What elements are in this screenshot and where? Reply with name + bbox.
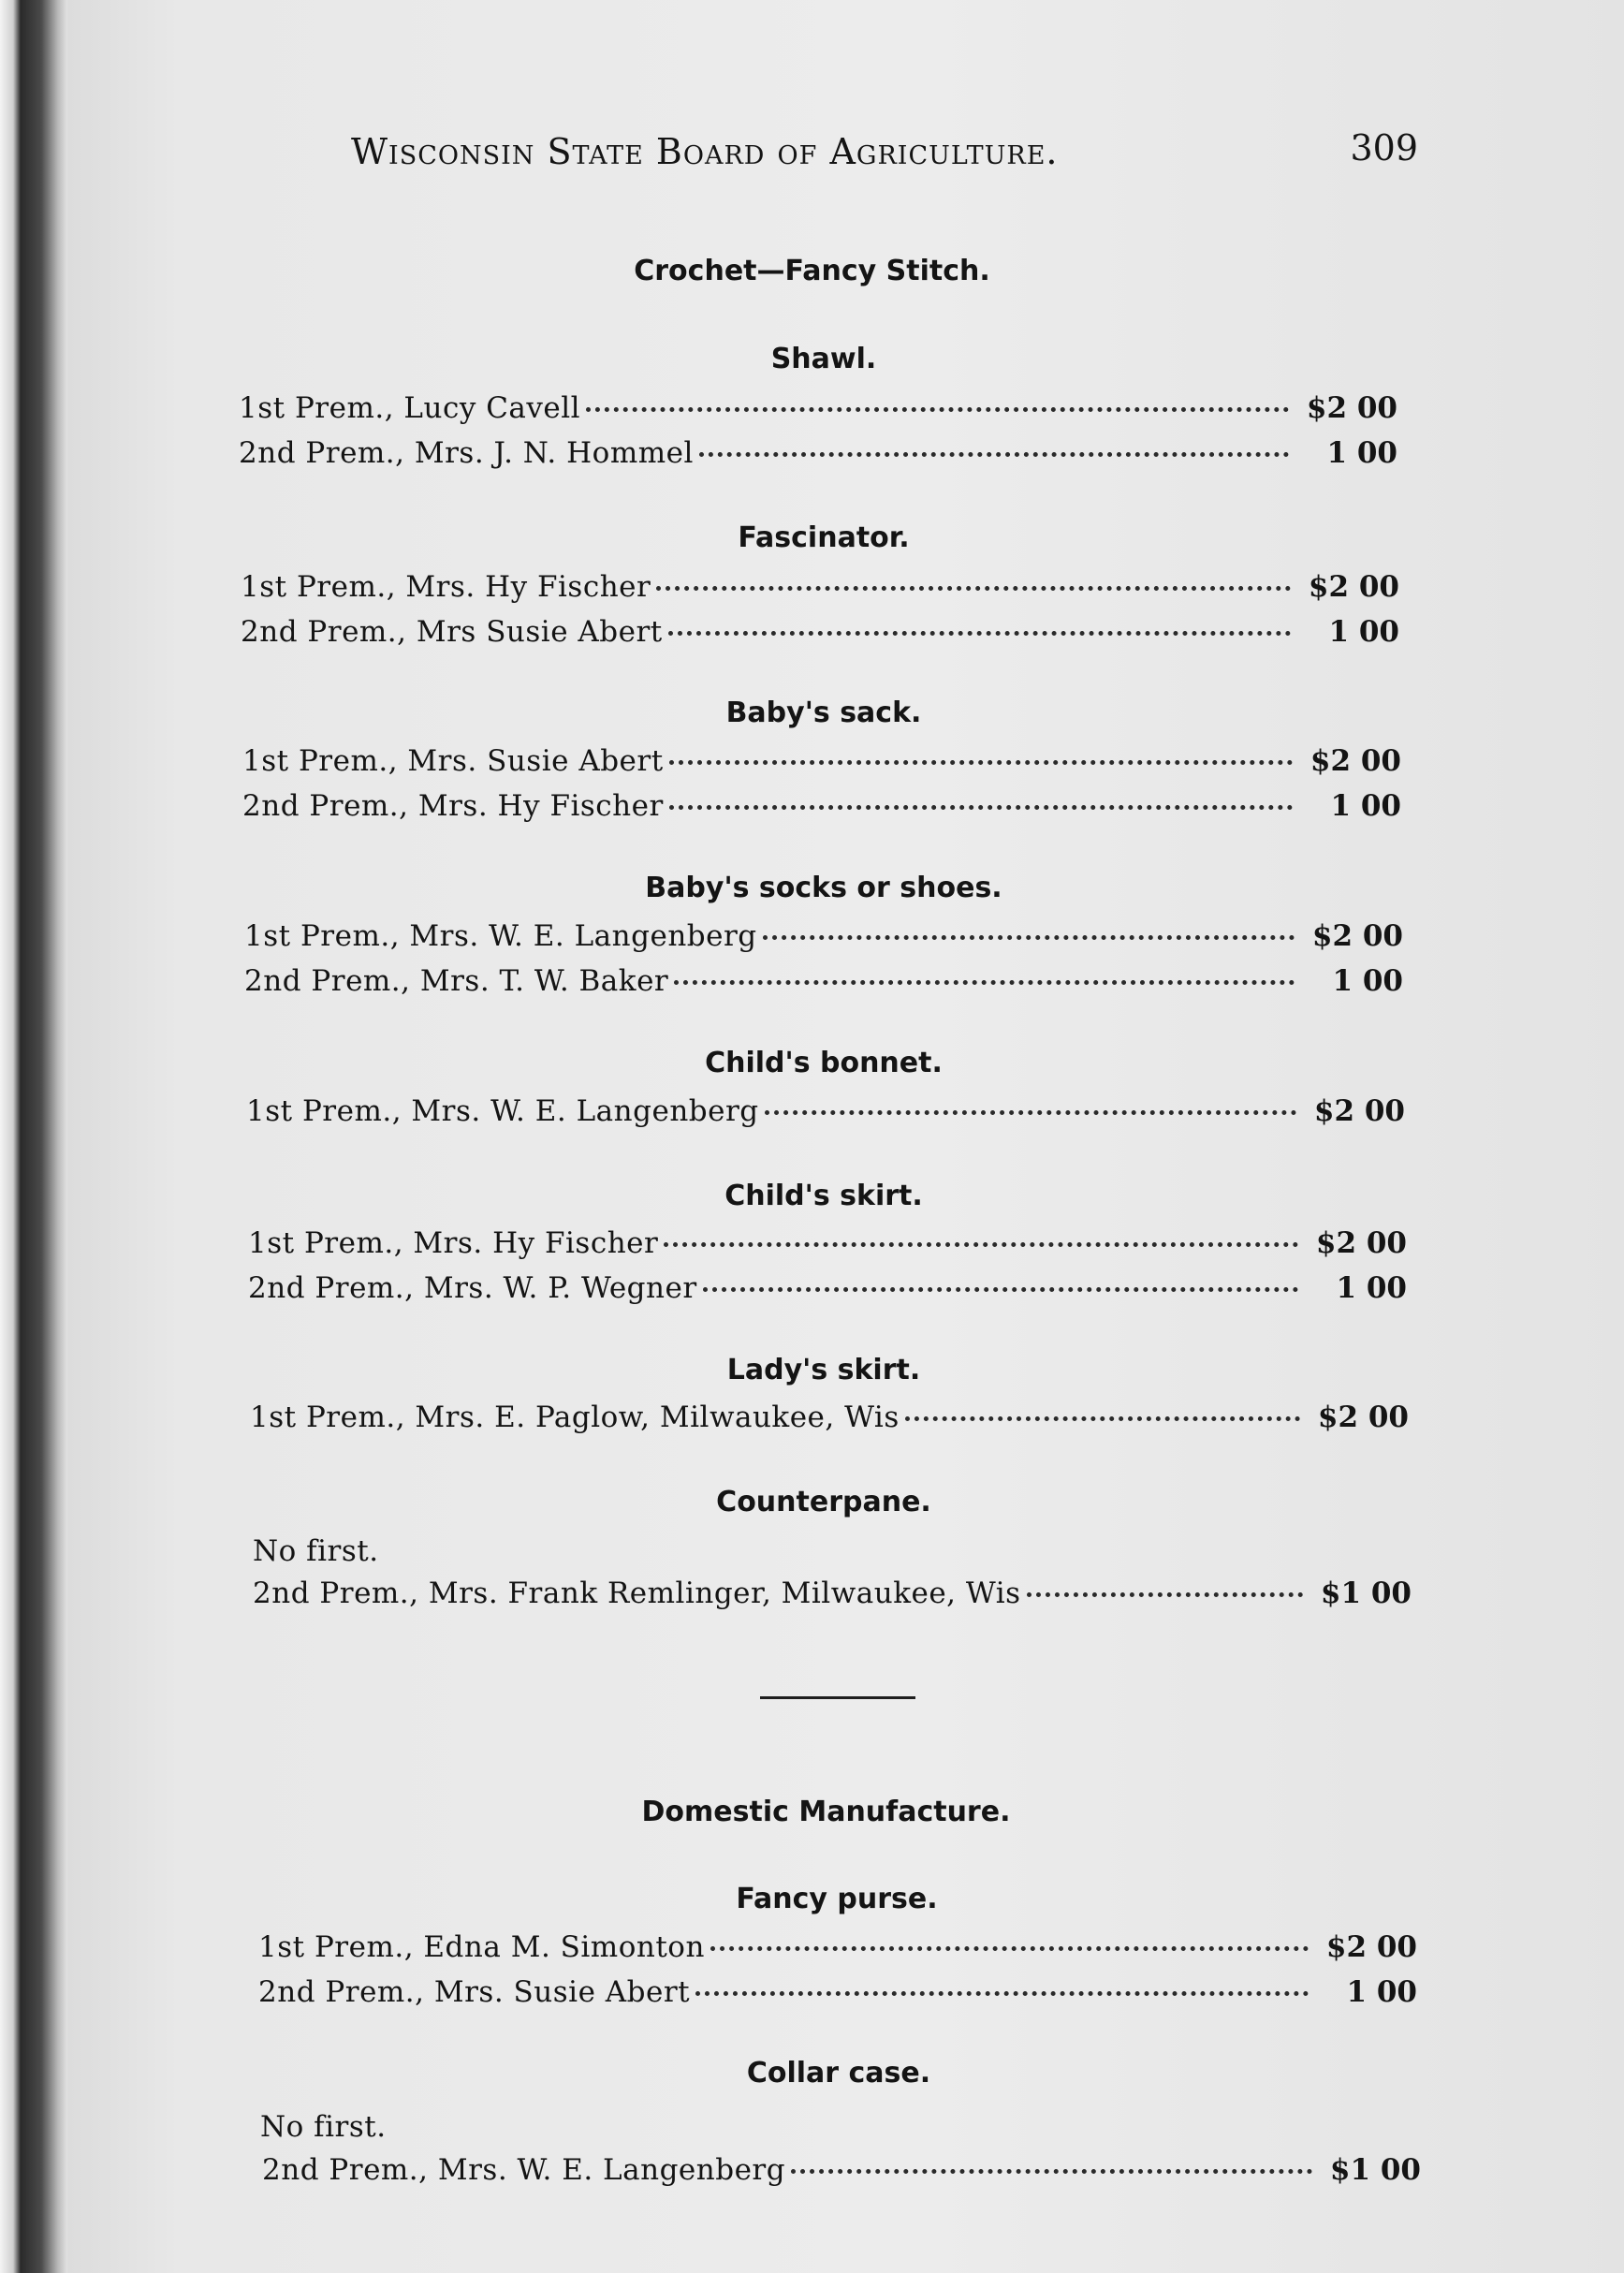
award-amount: $2 00 bbox=[1317, 1400, 1409, 1434]
award-amount: 1 00 bbox=[1328, 615, 1399, 649]
dot-leader bbox=[791, 2169, 1312, 2174]
page-number: 309 bbox=[1350, 127, 1418, 169]
award-text: 2nd Prem., Mrs. T. W. Baker bbox=[244, 964, 669, 998]
section-divider bbox=[760, 1696, 915, 1699]
no-first-note: No first. bbox=[253, 1534, 379, 1568]
category-title-fascinator: Fascinator. bbox=[738, 521, 910, 554]
dot-leader bbox=[763, 935, 1295, 940]
award-amount: 1 00 bbox=[1326, 436, 1397, 470]
award-entry bbox=[244, 919, 1403, 957]
award-text: 2nd Prem., Mrs. Frank Remlinger, Milwaukee, Wis bbox=[253, 1576, 1021, 1610]
category-title-counterpane: Counterpane. bbox=[716, 1486, 931, 1518]
running-title: Wisconsin State Board of Agriculture. bbox=[351, 131, 1059, 172]
award-text: 1st Prem., Mrs. W. E. Langenberg bbox=[244, 919, 757, 953]
award-text: 1st Prem., Mrs. W. E. Langenberg bbox=[246, 1094, 759, 1128]
category-title-ladys-skirt: Lady's skirt. bbox=[726, 1354, 921, 1386]
award-amount: $1 00 bbox=[1320, 1576, 1412, 1610]
award-text: 1st Prem., Mrs. Hy Fischer bbox=[248, 1226, 659, 1260]
award-text: 1st Prem., Mrs. Susie Abert bbox=[242, 744, 664, 778]
award-text: 1st Prem., Edna M. Simonton bbox=[258, 1930, 705, 1964]
dot-leader bbox=[710, 1946, 1309, 1951]
category-title-fancy-purse: Fancy purse. bbox=[736, 1883, 938, 1915]
award-text: 1st Prem., Lucy Cavell bbox=[239, 391, 581, 425]
award-text: 1st Prem., Mrs. Hy Fischer bbox=[241, 570, 651, 604]
award-entry bbox=[239, 391, 1397, 429]
award-entry bbox=[241, 615, 1399, 653]
award-amount: $2 00 bbox=[1315, 1226, 1407, 1260]
category-title-collar-case: Collar case. bbox=[746, 2057, 931, 2090]
no-first-note: No first. bbox=[260, 2110, 387, 2144]
award-amount: 1 00 bbox=[1330, 789, 1401, 823]
award-entry bbox=[242, 789, 1401, 827]
award-amount: $2 00 bbox=[1313, 1094, 1405, 1128]
award-entry bbox=[258, 1930, 1417, 1968]
award-amount: 1 00 bbox=[1336, 1271, 1407, 1305]
dot-leader bbox=[586, 407, 1289, 412]
award-entry bbox=[246, 1094, 1405, 1132]
award-entry bbox=[250, 1400, 1409, 1438]
award-amount: $2 00 bbox=[1311, 919, 1403, 953]
award-entry bbox=[262, 2153, 1421, 2191]
award-text: 2nd Prem., Mrs. W. E. Langenberg bbox=[262, 2153, 786, 2187]
category-title-babys-sack: Baby's sack. bbox=[725, 697, 922, 729]
section-heading-crochet: Crochet—Fancy Stitch. bbox=[634, 255, 990, 287]
page-header bbox=[351, 127, 1418, 187]
award-entry bbox=[258, 1975, 1417, 2013]
dot-leader bbox=[699, 452, 1289, 457]
dot-leader bbox=[674, 980, 1295, 985]
dot-leader bbox=[656, 586, 1291, 591]
category-title-childs-bonnet: Child's bonnet. bbox=[705, 1047, 943, 1079]
award-amount: $2 00 bbox=[1309, 744, 1401, 778]
award-entry bbox=[253, 1576, 1412, 1614]
award-text: 2nd Prem., Mrs. Susie Abert bbox=[258, 1975, 691, 2009]
award-entry bbox=[244, 964, 1403, 1002]
award-text: 2nd Prem., Mrs Susie Abert bbox=[241, 615, 663, 649]
award-entry bbox=[239, 436, 1397, 474]
dot-leader bbox=[668, 631, 1291, 636]
section-heading-domestic-manufacture: Domestic Manufacture. bbox=[641, 1796, 1011, 1828]
award-amount: $2 00 bbox=[1308, 570, 1399, 604]
award-text: 2nd Prem., Mrs. Hy Fischer bbox=[242, 789, 664, 823]
dot-leader bbox=[664, 1242, 1298, 1247]
dot-leader bbox=[669, 760, 1293, 765]
award-amount: $2 00 bbox=[1325, 1930, 1417, 1964]
award-text: 2nd Prem., Mrs. W. P. Wegner bbox=[248, 1271, 697, 1305]
award-text: 1st Prem., Mrs. E. Paglow, Milwaukee, Wis bbox=[250, 1400, 900, 1434]
category-title-childs-skirt: Child's skirt. bbox=[724, 1180, 923, 1212]
award-entry bbox=[248, 1271, 1407, 1309]
category-title-shawl: Shawl. bbox=[770, 343, 877, 375]
dot-leader bbox=[703, 1287, 1298, 1292]
dot-leader bbox=[1027, 1592, 1303, 1597]
award-amount: 1 00 bbox=[1346, 1975, 1417, 2009]
dot-leader bbox=[695, 1991, 1309, 1996]
award-text: 2nd Prem., Mrs. J. N. Hommel bbox=[239, 436, 694, 470]
award-amount: $1 00 bbox=[1329, 2153, 1421, 2187]
award-entry bbox=[248, 1226, 1407, 1264]
dot-leader bbox=[905, 1416, 1300, 1421]
award-amount: $2 00 bbox=[1306, 391, 1397, 425]
award-entry bbox=[242, 744, 1401, 782]
dot-leader bbox=[765, 1110, 1296, 1115]
award-entry bbox=[241, 570, 1399, 608]
category-title-babys-socks: Baby's socks or shoes. bbox=[645, 872, 1002, 904]
book-spine-shadow bbox=[0, 0, 67, 2273]
dot-leader bbox=[669, 805, 1293, 810]
award-amount: 1 00 bbox=[1332, 964, 1403, 998]
